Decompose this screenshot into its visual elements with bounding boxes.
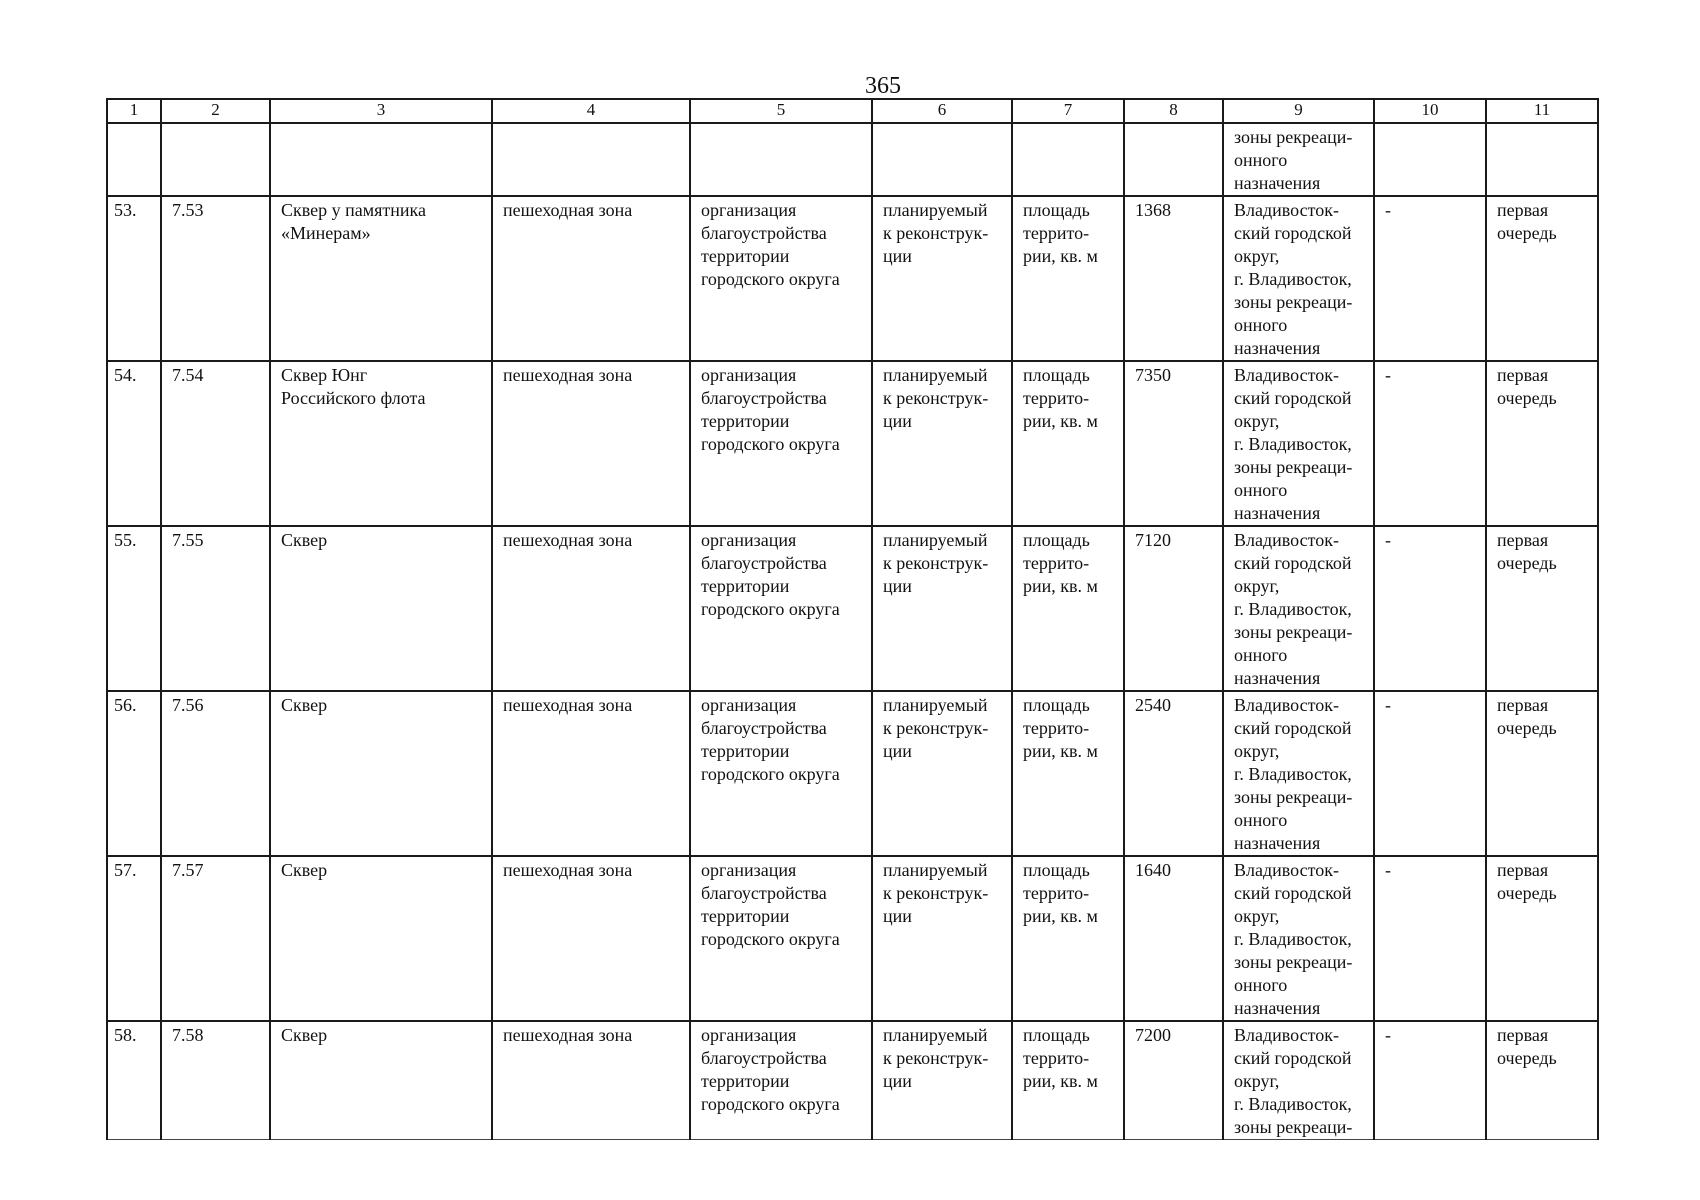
document-table [106,98,1599,1140]
code-cell: 7.58 [161,1021,270,1140]
table-cell [1012,123,1124,196]
stage-cell: первая очередь [1497,365,1557,408]
table-row [107,1021,1598,1140]
purpose-cell: организация благоустройства территории городского округа [701,695,840,784]
table-row [107,856,1598,1021]
column-header: 3 [270,99,492,123]
table-row [107,196,1598,361]
stage-cell: первая очередь [1497,200,1557,243]
name-cell: Сквер [281,860,328,880]
table-row [107,526,1598,691]
table-cell [270,123,492,196]
status-cell: планируемый к реконструк- ции [883,860,989,926]
name-cell: Сквер [281,1025,328,1045]
purpose-cell: организация благоустройства территории городского округа [701,200,840,289]
table-cell [161,123,270,196]
column-header: 9 [1223,99,1374,123]
parameter-cell: площадь террито- рии, кв. м [1023,1025,1098,1091]
status-cell: планируемый к реконструк- ции [883,695,989,761]
table-cell [492,123,690,196]
column-header: 6 [872,99,1012,123]
location-cell: Владивосток- ский городской округ, г. Владивосток, зоны рекреаци- онного назначения [1234,200,1353,358]
col10-cell: - [1374,526,1486,691]
stage-cell: первая очередь [1497,860,1557,903]
row-number-cell: 57. [107,856,161,1021]
column-header: 10 [1374,99,1486,123]
table-cell [690,123,872,196]
location-cell: зоны рекреаци- онного назначения [1234,127,1353,193]
column-header: 4 [492,99,690,123]
value-cell: 7350 [1124,361,1223,526]
parameter-cell: площадь террито- рии, кв. м [1023,860,1098,926]
value-cell: 7200 [1124,1021,1223,1140]
table-cell [872,123,1012,196]
value-cell: 2540 [1124,691,1223,856]
stage-cell: первая очередь [1497,1025,1557,1068]
col10-cell: - [1374,1021,1486,1140]
location-cell: Владивосток- ский городской округ, г. Владивосток, зоны рекреаци- онного назначения [1234,530,1353,688]
status-cell: планируемый к реконструк- ции [883,365,989,431]
table-cell [1374,123,1486,196]
stage-cell: первая очередь [1497,530,1557,573]
table-row [107,361,1598,526]
row-number-cell: 55. [107,526,161,691]
code-cell: 7.54 [161,361,270,526]
type-cell: пешеходная зона [492,1021,690,1140]
parameter-cell: площадь террито- рии, кв. м [1023,200,1098,266]
table-cell [1124,123,1223,196]
page-number: 365 [865,73,901,99]
name-cell: Сквер у памятника «Минерам» [281,200,427,243]
purpose-cell: организация благоустройства территории городского округа [701,365,840,454]
col10-cell: - [1374,361,1486,526]
value-cell: 7120 [1124,526,1223,691]
code-cell: 7.55 [161,526,270,691]
code-cell: 7.57 [161,856,270,1021]
row-number-cell: 54. [107,361,161,526]
type-cell: пешеходная зона [492,361,690,526]
name-cell: Сквер [281,695,328,715]
row-number-cell: 56. [107,691,161,856]
status-cell: планируемый к реконструк- ции [883,1025,989,1091]
col10-cell: - [1374,691,1486,856]
purpose-cell: организация благоустройства территории городского округа [701,1025,840,1114]
purpose-cell: организация благоустройства территории городского округа [701,530,840,619]
column-header: 7 [1012,99,1124,123]
table-cell [1486,123,1598,196]
table-row [107,691,1598,856]
status-cell: планируемый к реконструк- ции [883,200,989,266]
table-header-row [107,99,1598,123]
type-cell: пешеходная зона [492,856,690,1021]
col10-cell: - [1374,856,1486,1021]
stage-cell: первая очередь [1497,695,1557,738]
location-cell: Владивосток- ский городской округ, г. Владивосток, зоны рекреаци- [1234,1025,1353,1137]
column-header: 1 [107,99,161,123]
table-cell [1223,123,1374,196]
type-cell: пешеходная зона [492,691,690,856]
parameter-cell: площадь террито- рии, кв. м [1023,530,1098,596]
row-number-cell: 53. [107,196,161,361]
parameter-cell: площадь террито- рии, кв. м [1023,695,1098,761]
column-header: 11 [1486,99,1598,123]
value-cell: 1640 [1124,856,1223,1021]
col10-cell: - [1374,196,1486,361]
name-cell: Сквер [281,530,328,550]
name-cell: Сквер Юнг Российского флота [281,365,426,408]
location-cell: Владивосток- ский городской округ, г. Владивосток, зоны рекреаци- онного назначения [1234,365,1353,523]
row-number-cell: 58. [107,1021,161,1140]
purpose-cell: организация благоустройства территории городского округа [701,860,840,949]
column-header: 5 [690,99,872,123]
status-cell: планируемый к реконструк- ции [883,530,989,596]
value-cell: 1368 [1124,196,1223,361]
type-cell: пешеходная зона [492,526,690,691]
location-cell: Владивосток- ский городской округ, г. Владивосток, зоны рекреаци- онного назначения [1234,695,1353,853]
location-cell: Владивосток- ский городской округ, г. Владивосток, зоны рекреаци- онного назначения [1234,860,1353,1018]
code-cell: 7.53 [161,196,270,361]
table-cell [107,123,161,196]
parameter-cell: площадь террито- рии, кв. м [1023,365,1098,431]
column-header: 2 [161,99,270,123]
code-cell: 7.56 [161,691,270,856]
table-continuation-row [107,123,1598,196]
type-cell: пешеходная зона [492,196,690,361]
column-header: 8 [1124,99,1223,123]
